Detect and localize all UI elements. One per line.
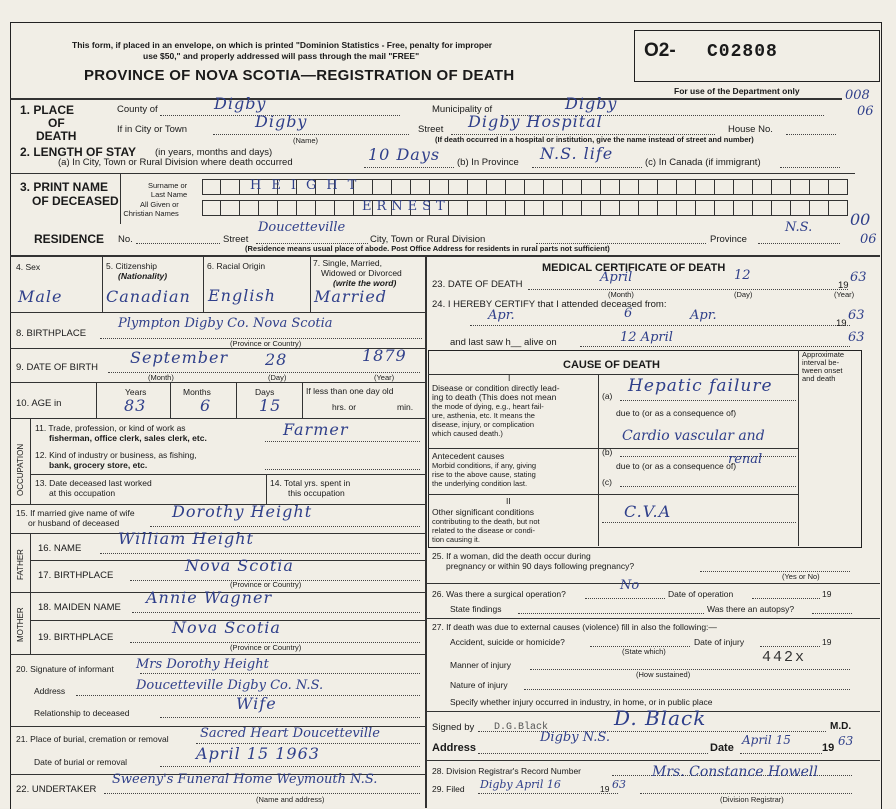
department-code-1: 008 xyxy=(845,88,870,103)
yes-no-hint: (Yes or No) xyxy=(782,572,820,581)
street-label: Street xyxy=(418,124,444,135)
mother-vertical-label: MOTHER xyxy=(16,607,25,642)
province-country-hint: (Province or Country) xyxy=(230,339,302,348)
age-months-value: 6 xyxy=(200,396,212,415)
mother-name-line xyxy=(132,612,420,613)
residence-street-value: Doucetteville xyxy=(258,220,346,235)
divider xyxy=(30,592,31,654)
cause-of-death-title: CAUSE OF DEATH xyxy=(563,359,660,371)
death-month-hint: (Month) xyxy=(608,290,634,299)
stay-province-line xyxy=(532,167,642,168)
form-title: PROVINCE OF NOVA SCOTIA—REGISTRATION OF DEATH xyxy=(84,67,515,84)
given-name-cells xyxy=(202,200,848,216)
divider xyxy=(96,383,97,418)
residence-note: (Residence means usual place of abode. Post Office Address for residents in rural parts not sufficient) xyxy=(245,244,610,253)
informant-label: 20. Signature of informant xyxy=(16,664,114,674)
antecedent-causes-label: Antecedent causes Morbid conditions, if any, giving rise to the above cause, stating the underlying condition last. xyxy=(432,451,537,488)
city-line xyxy=(213,134,409,135)
dob-year: 1879 xyxy=(362,346,407,365)
undertaker-value: Sweeny's Funeral Home Weymouth N.S. xyxy=(112,772,378,787)
occupation-line xyxy=(265,441,420,442)
date-of-operation-label: Date of operation xyxy=(668,589,734,599)
dob-month-hint: (Month) xyxy=(148,373,174,382)
cause-b-value-2: renal xyxy=(728,452,763,467)
marital-status-value: Married xyxy=(314,287,388,306)
last-worked-13-label: 13. Date deceased last worked at this occupation xyxy=(35,478,152,498)
stay-province-label: (b) In Province xyxy=(457,157,519,168)
stay-canada-line xyxy=(780,167,840,168)
divider xyxy=(236,383,237,418)
residence-province-value: N.S. xyxy=(785,220,813,235)
surgical-line xyxy=(585,598,665,599)
signature-date: April 15 xyxy=(742,733,791,747)
divider xyxy=(10,255,880,257)
stay-city-label: (a) In City, Town or Rural Division where death occurred xyxy=(58,157,293,168)
dob-year-hint: (Year) xyxy=(374,373,395,382)
father-vertical-label: FATHER xyxy=(16,549,25,580)
divider xyxy=(266,474,267,504)
filed-line xyxy=(478,793,618,794)
findings-line xyxy=(518,613,704,614)
death-day: 12 xyxy=(734,268,751,283)
racial-origin-value: English xyxy=(208,286,276,305)
birthplace-value: Plympton Digby Co. Nova Scotia xyxy=(118,316,333,331)
external-causes-label: 27. If death was due to external causes (violence) fill in also the following:— xyxy=(432,622,717,632)
burial-place-label: 21. Place of burial, cremation or removal xyxy=(16,734,169,744)
cause-b-line xyxy=(620,456,796,457)
divider xyxy=(798,350,799,546)
cause-a-line xyxy=(620,400,796,401)
father-birthplace-label: 17. BIRTHPLACE xyxy=(38,570,114,581)
death-year-prefix: 19 xyxy=(838,280,849,291)
roman-two: II xyxy=(506,496,511,506)
relationship-label: Relationship to deceased xyxy=(34,708,130,718)
minutes-label: min. xyxy=(397,402,414,412)
cause-c-marker: (c) xyxy=(602,477,612,487)
divider xyxy=(10,98,842,100)
physician-address-line xyxy=(478,753,708,754)
date-of-injury-label: Date of injury xyxy=(694,637,745,647)
attended-from-day: 6 xyxy=(624,306,633,321)
municipality-label: Municipality of xyxy=(432,104,493,115)
relationship-line xyxy=(160,717,420,718)
physician-signature: D. Black xyxy=(614,706,707,730)
injury-place-label: Specify whether injury occurred in industry, in home, or in public place xyxy=(450,697,713,707)
residence-code-2: 06 xyxy=(860,232,877,247)
total-years-14-label: 14. Total yrs. spent in this occupation xyxy=(270,478,351,498)
undertaker-line xyxy=(104,793,420,794)
attended-line xyxy=(470,325,850,326)
filed-label: 29. Filed xyxy=(432,784,465,794)
filed-year: 63 xyxy=(612,778,626,791)
physician-address: Digby N.S. xyxy=(540,730,610,745)
death-day-hint: (Day) xyxy=(734,290,753,299)
informant-signature: Mrs Dorothy Height xyxy=(136,657,269,672)
spouse-value: Dorothy Height xyxy=(172,502,313,521)
less-than-day-label: If less than one day old xyxy=(306,386,394,396)
death-month: April xyxy=(600,270,633,285)
filed-value: Digby April 16 xyxy=(480,778,561,791)
department-use-label: For use of the Department only xyxy=(674,86,800,96)
racial-origin-label: 6. Racial Origin xyxy=(207,261,266,271)
registration-prefix: O2- xyxy=(644,40,676,61)
hours-label: hrs. or xyxy=(332,402,357,412)
mother-province-hint: (Province or Country) xyxy=(230,643,302,652)
undertaker-hint: (Name and address) xyxy=(256,795,325,804)
registrar-signature: Mrs. Constance Howell xyxy=(652,764,818,780)
residence-province-line xyxy=(758,243,840,244)
citizenship-value: Canadian xyxy=(106,287,191,306)
divider xyxy=(302,383,303,418)
other-conditions-label: Other significant conditions contributing to the death, but not related to the disease or condi- tion causing it. xyxy=(432,507,540,544)
registrar-record-label: 28. Division Registrar's Record Number xyxy=(432,766,582,776)
father-birthplace-value: Nova Scotia xyxy=(185,556,294,575)
surname-value: HEIGHT xyxy=(250,178,367,193)
physician-address-label: Address xyxy=(432,742,477,754)
divider xyxy=(310,256,311,312)
cause-b-value: Cardio vascular and xyxy=(622,428,765,444)
residence-no-label: No. xyxy=(118,234,133,245)
age-days-value: 15 xyxy=(259,396,282,415)
divider xyxy=(203,256,204,312)
autopsy-line xyxy=(812,613,852,614)
stay-canada-label: (c) In Canada (if immigrant) xyxy=(645,157,761,168)
department-code-2: 06 xyxy=(857,104,874,119)
due-to-label-1: due to (or as a consequence of) xyxy=(616,408,737,418)
state-which-hint: (State which) xyxy=(622,647,666,656)
county-label: County of xyxy=(117,104,158,115)
signer-name-stamp: D.G.Black xyxy=(494,722,549,733)
given-name-value: ERNEST xyxy=(362,199,450,214)
stamp-number: 442x xyxy=(762,649,807,666)
divider xyxy=(426,618,880,619)
age-years-value: 83 xyxy=(124,396,147,415)
birthplace-label: 8. BIRTHPLACE xyxy=(16,328,87,339)
filed-year-prefix: 19 xyxy=(600,784,610,794)
occupation-value: Farmer xyxy=(283,420,349,439)
industry-12-label: 12. Kind of industry or business, as fishing, bank, grocery store, etc. xyxy=(35,450,197,470)
last-saw-line xyxy=(580,346,850,347)
spouse-label: 15. If married give name of wife or husband of deceased xyxy=(16,508,135,528)
signature-year-prefix: 19 xyxy=(822,742,835,754)
divider xyxy=(120,174,121,224)
dob-month: September xyxy=(130,348,229,367)
length-of-stay-hint: (in years, months and days) xyxy=(155,147,273,158)
dob-day: 28 xyxy=(265,350,288,369)
mail-notice: This form, if placed in an envelope, on which is printed "Dominion Statistics - Free, penalty for improper xyxy=(72,40,493,50)
burial-date-value: April 15 1963 xyxy=(196,744,320,763)
nature-line xyxy=(524,689,850,690)
burial-place-value: Sacred Heart Doucetteville xyxy=(200,726,380,741)
marital-status-label: 7. Single, Married, Widowed or Divorced (write the word) xyxy=(313,258,402,288)
undertaker-label: 22. UNDERTAKER xyxy=(16,784,97,795)
operation-date-line xyxy=(752,598,820,599)
signature-year: 63 xyxy=(838,734,854,748)
residence-city-label: City, Town or Rural Division xyxy=(370,234,486,245)
roman-one: I xyxy=(508,373,511,383)
injury-year-prefix: 19 xyxy=(822,637,832,647)
municipality-value: Digby xyxy=(565,94,618,113)
age-label: 10. AGE in xyxy=(16,398,62,409)
divider xyxy=(30,533,31,593)
spouse-line xyxy=(150,526,420,527)
cause-a-marker: (a) xyxy=(602,391,613,401)
death-year: 63 xyxy=(850,270,867,285)
informant-line xyxy=(140,673,420,674)
divider xyxy=(428,494,798,495)
informant-address-label: Address xyxy=(34,686,66,696)
residence-label: RESIDENCE xyxy=(34,232,105,246)
nature-of-injury-label: Nature of injury xyxy=(450,680,508,690)
stay-city-value: 10 Days xyxy=(368,145,441,164)
column-divider xyxy=(425,256,427,808)
cause-b-marker: (b) xyxy=(602,447,613,457)
divider xyxy=(426,760,880,761)
divider xyxy=(10,654,425,655)
house-line xyxy=(786,134,836,135)
injury-date-line xyxy=(760,646,820,647)
informant-address: Doucetteville Digby Co. N.S. xyxy=(136,678,324,693)
age-years-label: Years xyxy=(125,387,147,397)
father-province-hint: (Province or Country) xyxy=(230,580,302,589)
signature-date-line xyxy=(740,753,822,754)
pregnancy-question: 25. If a woman, did the death occur during pregnancy or within 90 days following pregnancy? xyxy=(432,551,635,571)
dob-day-hint: (Day) xyxy=(268,373,287,382)
occupation-vertical-label: OCCUPATION xyxy=(16,443,25,496)
certify-label: 24. I HEREBY CERTIFY that I attended deceased from: xyxy=(432,299,667,310)
mother-name-value: Annie Wagner xyxy=(146,588,273,607)
attended-year: 63 xyxy=(848,308,865,323)
other-conditions-line xyxy=(602,522,796,523)
relationship-value: Wife xyxy=(236,694,277,713)
divider xyxy=(170,383,171,418)
street-value: Digby Hospital xyxy=(468,112,603,131)
sex-label: 4. Sex xyxy=(16,262,41,272)
father-name-value: William Height xyxy=(118,529,254,548)
divider xyxy=(10,418,425,419)
registration-number: C02808 xyxy=(707,42,778,62)
residence-street-label: Street xyxy=(223,234,249,245)
state-findings-label: State findings xyxy=(450,604,502,614)
surname-label: Surname or Last Name xyxy=(148,181,188,199)
citizenship-label: 5. Citizenship (Nationality) xyxy=(106,261,168,281)
city-value: Digby xyxy=(255,112,308,131)
accident-label: Accident, suicide or homicide? xyxy=(450,637,565,647)
disease-condition-label: Disease or condition directly lead- ing to death (This does not mean the mode of dying, e.g., heart fail- ure, asthenia, etc. It means the disease, injury, or complication which caused death.) xyxy=(432,383,560,438)
burial-date-line xyxy=(160,766,420,767)
city-label: If in City or Town xyxy=(117,124,188,135)
place-of-death-label: 1. PLACE OF DEATH xyxy=(20,103,77,143)
surgical-value: No xyxy=(620,578,640,593)
attended-to-month: Apr. xyxy=(690,308,717,323)
date-of-birth-label: 9. DATE OF BIRTH xyxy=(16,362,98,373)
date-of-death-line xyxy=(528,289,848,290)
divider xyxy=(102,256,103,312)
divider xyxy=(428,448,798,449)
other-conditions-value: C.V.A xyxy=(624,502,672,521)
signed-by-label: Signed by xyxy=(432,722,475,733)
mother-birthplace-value: Nova Scotia xyxy=(172,618,281,637)
mother-maiden-name-label: 18. MAIDEN NAME xyxy=(38,602,121,613)
divider xyxy=(30,474,425,475)
date-of-death-label: 23. DATE OF DEATH xyxy=(432,279,523,290)
md-label: M.D. xyxy=(830,721,852,732)
pregnancy-line xyxy=(700,571,850,572)
signature-date-label: Date xyxy=(710,742,734,754)
given-names-label: All Given or Christian Names xyxy=(123,200,179,218)
divider xyxy=(426,583,880,584)
autopsy-question: Was there an autopsy? xyxy=(707,604,795,614)
sex-value: Male xyxy=(18,287,63,306)
industry-line xyxy=(265,469,420,470)
manner-of-injury-label: Manner of injury xyxy=(450,660,511,670)
how-sustained-hint: (How sustained) xyxy=(636,670,691,679)
cause-c-line xyxy=(620,486,796,487)
divider xyxy=(428,374,798,375)
mother-birthplace-label: 19. BIRTHPLACE xyxy=(38,632,114,643)
division-registrar-hint: (Division Registrar) xyxy=(720,795,784,804)
father-name-label: 16. NAME xyxy=(38,543,82,554)
divider xyxy=(10,382,425,383)
stay-city-line xyxy=(364,167,454,168)
age-days-label: Days xyxy=(255,387,275,397)
divider xyxy=(10,312,425,313)
burial-date-label: Date of burial or removal xyxy=(34,757,128,767)
print-name-label: 3. PRINT NAME OF DECEASED xyxy=(20,180,119,208)
father-name-line xyxy=(100,553,420,554)
divider xyxy=(598,374,599,546)
registrar-signature-line xyxy=(640,793,852,794)
divider xyxy=(30,418,31,504)
hospital-note: (If death occurred in a hospital or institution, give the name instead of street and number) xyxy=(435,135,754,144)
cause-a-value: Hepatic failure xyxy=(628,376,773,396)
medical-certificate-title: MEDICAL CERTIFICATE OF DEATH xyxy=(542,262,726,274)
age-months-label: Months xyxy=(183,387,211,397)
due-to-label-2: due to (or as a consequence of) xyxy=(616,461,737,471)
attended-from-month: Apr. xyxy=(488,308,515,323)
last-saw-date: 12 April xyxy=(620,330,673,345)
length-of-stay-label: 2. LENGTH OF STAY xyxy=(20,145,137,159)
surgical-operation-question: 26. Was there a surgical operation? xyxy=(432,589,566,599)
residence-no-line xyxy=(136,243,220,244)
residence-code-1: 00 xyxy=(850,210,871,229)
approximate-interval-label: Approximate interval be- tween onset and death xyxy=(802,350,845,383)
occupation-11-label: 11. Trade, profession, or kind of work as fisherman, office clerk, sales clerk, etc. xyxy=(35,423,207,443)
last-saw-label: and last saw h__ alive on xyxy=(450,337,557,348)
last-saw-year: 63 xyxy=(848,330,865,345)
house-number-label: House No. xyxy=(728,124,773,135)
stay-province-value: N.S. life xyxy=(540,144,614,163)
death-year-hint: (Year) xyxy=(834,290,855,299)
mail-notice-2: use $50," and properly addressed will pass through the mail "FREE" xyxy=(143,51,420,61)
residence-province-label: Province xyxy=(710,234,747,245)
county-value: Digby xyxy=(214,94,267,113)
attended-year-prefix: 19 xyxy=(836,318,847,329)
divider xyxy=(10,173,855,174)
name-hint: (Name) xyxy=(293,136,319,145)
operation-year-prefix: 19 xyxy=(822,589,832,599)
